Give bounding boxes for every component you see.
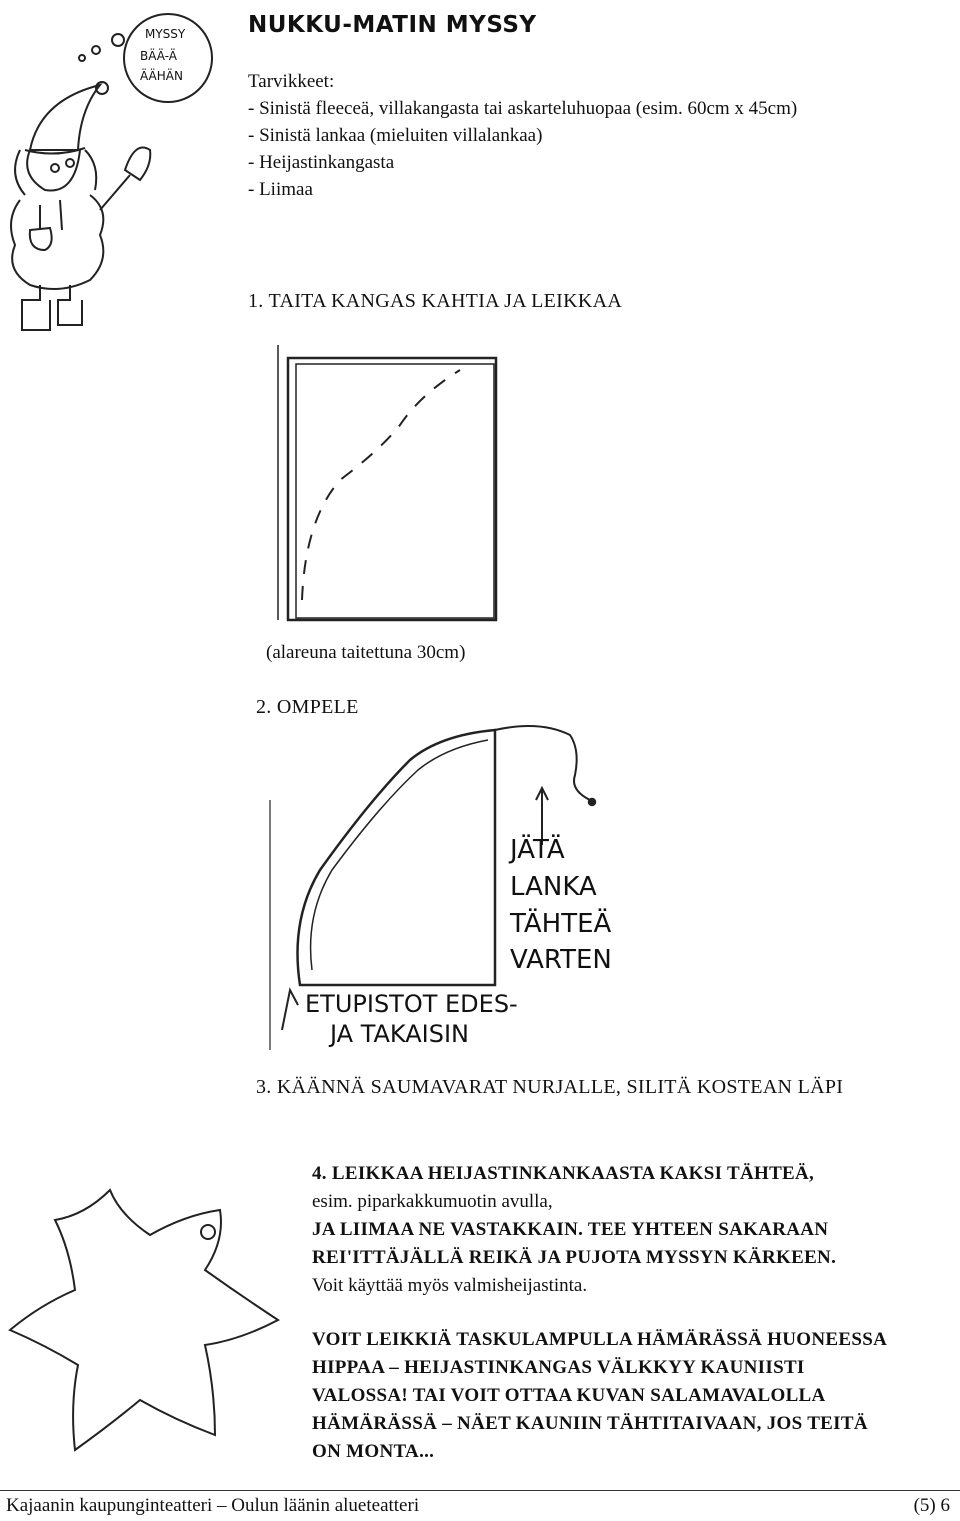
step-4-line: 4. LEIKKAA HEIJASTINKANKAASTA KAKSI TÄHTEÄ, (312, 1163, 815, 1184)
page-number: (5) 6 (913, 1495, 950, 1516)
step-4-line: Voit käyttää myös valmisheijastinta. (312, 1275, 588, 1296)
tip-line: HÄMÄRÄSSÄ – NÄET KAUNIIN TÄHTITAIVAAN, JOS TEITÄ (312, 1413, 868, 1434)
supply-item: - Sinistä fleeceä, villakangasta tai askarteluhuopaa (esim. 60cm x 45cm) (248, 98, 798, 119)
supply-item: - Sinistä lankaa (mieluiten villalankaa) (248, 125, 543, 146)
tip-block (312, 1326, 887, 1466)
supply-item: - Liimaa (248, 179, 313, 200)
step-4-line: JA LIIMAA NE VASTAKKAIN. TEE YHTEEN SAKARAAN (312, 1219, 829, 1240)
step-4-block (312, 1160, 836, 1300)
footer-organization: Kajaanin kaupunginteatteri – Oulun läänin alueteatteri (6, 1495, 420, 1516)
star-reflector-icon (0, 1180, 300, 1480)
step-2-heading: 2. OMPELE (256, 696, 359, 718)
step-4-line: REI'ITTÄJÄLLÄ REIKÄ JA PUJOTA MYSSYN KÄRKEEN. (312, 1247, 837, 1268)
label-jata: JÄTÄ (510, 835, 565, 865)
bubble-line-1: MYSSY (145, 27, 186, 41)
bubble-line-3: ÄÄHÄN (140, 69, 183, 83)
tip-line: HIPPAA – HEIJASTINKANGAS VÄLKKYY KAUNIISTI (312, 1357, 805, 1378)
supply-item: - Heijastinkangasta (248, 152, 395, 173)
label-takaisin: JA TAKAISIN (330, 1020, 469, 1048)
tip-line: VALOSSA! TAI VOIT OTTAA KUVAN SALAMAVALOLLA (312, 1385, 826, 1406)
page-title: NUKKU-MATIN MYSSY (248, 12, 537, 38)
step-1-caption: (alareuna taitettuna 30cm) (266, 642, 466, 663)
step-3-heading: 3. KÄÄNNÄ SAUMAVARAT NURJALLE, SILITÄ KOSTEAN LÄPI (256, 1076, 844, 1098)
label-tahtea: TÄHTEÄ (510, 909, 612, 939)
label-varten: VARTEN (510, 945, 612, 975)
step-4-line: esim. piparkakkumuotin avulla, (312, 1191, 553, 1212)
tip-line: VOIT LEIKKIÄ TASKULAMPULLA HÄMÄRÄSSÄ HUONEESSA (312, 1329, 888, 1350)
label-lanka: LANKA (510, 872, 597, 902)
supplies-heading: Tarvikkeet: (248, 71, 335, 92)
page-footer (0, 1490, 960, 1521)
tip-line: ON MONTA... (312, 1441, 435, 1462)
label-etupistot: ETUPISTOT EDES- (305, 990, 518, 1018)
step-1-heading: 1. TAITA KANGAS KAHTIA JA LEIKKAA (248, 290, 623, 312)
bubble-line-2: BÄÄ-Ä (140, 49, 177, 63)
